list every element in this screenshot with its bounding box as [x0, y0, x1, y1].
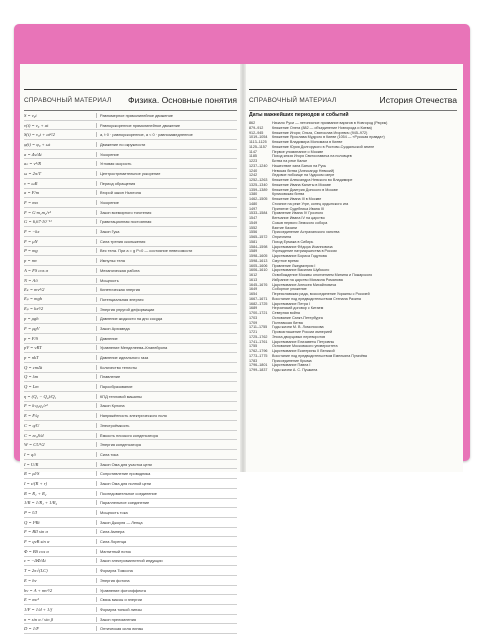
formula-expression: I = q/t — [24, 451, 36, 457]
formula-row — [24, 179, 237, 189]
formula-description: Равноускоренное прямолинейное движение — [96, 123, 237, 128]
formula-expression: R = R₁ + R₂ — [24, 490, 47, 496]
formula-expression: ω = 2π/T — [24, 170, 42, 176]
formula-row — [24, 218, 237, 228]
formula-row — [24, 431, 237, 441]
formula-description: Угловая скорость — [96, 161, 237, 166]
formula-expression: hν = A + mv²/2 — [24, 587, 53, 593]
formula-description: Оптическая сила линзы — [96, 626, 237, 631]
timeline-text: Царствование Бориса Годунова — [272, 254, 327, 258]
timeline-year: 1547 — [249, 216, 258, 220]
formula-description: Магнитный поток — [96, 549, 237, 554]
timeline-text: Нашествие хана Батыя на Русь — [272, 163, 327, 168]
timeline-text: Взятие Казани — [272, 225, 297, 230]
formula-description: Связь массы и энергии — [96, 597, 237, 602]
right-header-title: История Отечества — [379, 95, 457, 105]
formula-expression: A = FS cos α — [24, 267, 49, 273]
timeline-year: 1359–1389 — [249, 187, 268, 192]
timeline-text: Смутное время — [272, 258, 299, 263]
formula-description: Напряжённость электрического поля — [96, 413, 237, 418]
formula-expression: p = mv — [24, 258, 38, 264]
formula-row — [24, 576, 237, 586]
timeline-text: Венчание Ивана IV на царство — [272, 216, 325, 220]
formula-row — [24, 421, 237, 431]
formula-description: Гравитационная постоянная — [96, 219, 237, 224]
timeline-year: 1325–1340 — [249, 182, 268, 187]
formula-row — [24, 450, 237, 460]
timeline-year: 1741–1761 — [249, 339, 268, 344]
formula-expression: E = F/q — [24, 413, 39, 419]
timeline-year: 1147 — [249, 149, 257, 154]
timeline-year: 1682–1725 — [249, 301, 268, 306]
formula-description: Закон Ома для участка цепи — [96, 462, 237, 467]
timeline-year: 1584–1598 — [249, 244, 268, 249]
formula-row — [24, 363, 237, 373]
formula-expression: ε = −ΔΦ/Δt — [24, 558, 46, 564]
timeline-text: Куликовская битва — [272, 192, 305, 197]
timeline-text: Правление Лжедмитрия I — [272, 263, 316, 268]
timeline-year: 1612 — [249, 273, 258, 277]
formula-row — [24, 189, 237, 199]
formula-expression: F = BIl sin α — [24, 529, 48, 535]
timeline-year: 1613 — [249, 277, 258, 282]
left-header-label: СПРАВОЧНЫЙ МАТЕРИАЛ — [24, 96, 112, 104]
formula-description: Энергия упругой деформации — [96, 307, 237, 312]
timeline-text: Основание Московского университета — [272, 344, 338, 349]
formula-expression: E = mc² — [24, 597, 39, 603]
timeline-year: 1549 — [249, 220, 258, 225]
formula-description: Энергия фотона — [96, 578, 237, 583]
timeline-text: Начало Руси — летописное призвание варягов в Новгород (Рюрик) — [272, 121, 388, 125]
formula-row — [24, 237, 237, 247]
formula-row — [24, 266, 237, 276]
formula-expression: Q = λm — [24, 374, 39, 380]
formula-expression: F = qvB sin α — [24, 539, 50, 545]
formula-expression: v(t) = v₀ + at — [24, 122, 49, 128]
formula-description: Давление жидкости на дно сосуда — [96, 316, 237, 321]
timeline-year: 1598–1613 — [249, 258, 268, 263]
book-spine — [240, 64, 246, 472]
formula-description: Закон Ома для полной цепи — [96, 481, 237, 486]
timeline-text: Избрание на царство Михаила Романова — [272, 277, 343, 282]
formula-description: Параллельное соединение — [96, 500, 237, 505]
timeline-text: Учреждение патриаршества в России — [272, 249, 337, 254]
timeline-year: 1783 — [249, 358, 258, 363]
formula-description: Закон Кулона — [96, 403, 237, 408]
timeline-year: 1649 — [249, 287, 258, 292]
formula-expression: N = A/t — [24, 277, 38, 283]
timeline-text: Царствование Петра I — [272, 301, 310, 306]
timeline-text: Переяславская рада, воссоединение Украины с Россией — [272, 292, 370, 296]
formula-expression: S(t) = v₀t + at²/2 — [24, 132, 55, 138]
timeline-text: Княжение Александра Невского во Владимире — [272, 178, 353, 182]
timeline-text: Княжение Юрия Долгорукого в Ростово-Суздальской земле — [272, 144, 375, 149]
formula-description: Сопротивление проводника — [96, 471, 237, 476]
timeline-text: Княжение Олега (882 — объединение Новгорода и Киева) — [272, 125, 372, 130]
formula-expression: G = 6,67·10⁻¹¹ — [24, 218, 52, 224]
timeline-year: 1252–1263 — [249, 178, 268, 182]
formula-row — [24, 499, 237, 509]
timeline-year: 1533–1584 — [249, 211, 268, 216]
timeline-text: Полтавская битва — [272, 320, 303, 325]
formula-table — [24, 111, 237, 634]
timeline-year: 1703 — [249, 315, 258, 320]
timeline-text: Присоединение Астраханского ханства — [272, 230, 340, 235]
formula-expression: C = εε₀S/d — [24, 432, 44, 438]
formula-expression: F = μN — [24, 238, 38, 244]
formula-row — [24, 208, 237, 218]
timeline-year: 1462–1505 — [249, 197, 268, 201]
formula-row — [24, 537, 237, 547]
timeline-text: Нерчинский договор с Китаем — [272, 306, 324, 311]
formula-row — [24, 624, 237, 634]
formula-row — [24, 198, 237, 208]
formula-row — [24, 586, 237, 596]
formula-description: Плавление — [96, 374, 237, 379]
formula-row — [24, 440, 237, 450]
formula-description: Ускорение — [96, 200, 237, 205]
timeline-text: Княжение Ивана Калиты в Москве — [272, 182, 331, 187]
timeline-text: Принятие Судебника Ивана III — [272, 206, 324, 211]
history-timeline — [249, 121, 457, 373]
formula-row — [24, 460, 237, 470]
right-header-label: СПРАВОЧНЫЙ МАТЕРИАЛ — [249, 96, 337, 104]
timeline-year: 1480 — [249, 201, 258, 206]
formula-description: Сила трения скольжения — [96, 239, 237, 244]
formula-expression: S = v₀t — [24, 112, 37, 118]
formula-row — [24, 566, 237, 576]
formula-description: Парообразование — [96, 384, 237, 389]
timeline-year: 1019–1054 — [249, 135, 268, 140]
timeline-text: Царствование Павла I — [272, 363, 311, 368]
timeline-text: Княжение Игоря; Ольга, Святослав Игоревич (945–972) — [272, 130, 368, 135]
timeline-year: 1242 — [249, 173, 258, 178]
formula-expression: Φ = BS cos α — [24, 548, 49, 554]
timeline-year: 862 — [249, 121, 256, 125]
timeline-year: 1565–1572 — [249, 235, 268, 239]
formula-expression: φ(t) = φ₀ + ωt — [24, 141, 51, 147]
formula-row — [24, 334, 237, 344]
formula-row — [24, 169, 237, 179]
formula-expression: I = U/R — [24, 461, 39, 467]
timeline-year: 1606–1610 — [249, 268, 268, 273]
timeline-year: 1796–1801 — [249, 363, 268, 368]
formula-expression: W = CU²/2 — [24, 442, 45, 448]
formula-row — [24, 276, 237, 286]
formula-description: Импульс тела — [96, 258, 237, 263]
formula-row — [24, 508, 237, 518]
right-page-header — [249, 89, 457, 111]
formula-expression: E = hν — [24, 577, 37, 583]
formula-expression: v = ωR — [24, 180, 38, 186]
formula-description: Сила тока — [96, 452, 237, 457]
formula-row — [24, 285, 237, 295]
timeline-year: 1689 — [249, 306, 258, 311]
formula-expression: P = mg — [24, 248, 38, 254]
formula-description: Уравнение Менделеева–Клапейрона — [96, 345, 237, 350]
timeline-year: 1125–1157 — [249, 144, 267, 149]
formula-expression: n = sin α / sin β — [24, 616, 53, 622]
timeline-year: 1113–1125 — [249, 140, 267, 144]
timeline-year: 1552 — [249, 225, 258, 230]
formula-description: Электроёмкость — [96, 423, 237, 428]
formula-description: Равномерное прямолинейное движение — [96, 113, 237, 118]
formula-row — [24, 150, 237, 160]
formula-expression: F = ma — [24, 200, 38, 206]
timeline-text: Правление Ивана IV Грозного — [272, 211, 324, 216]
timeline-year: 1581 — [249, 239, 258, 244]
formula-row — [24, 615, 237, 625]
timeline-year: 1598–1605 — [249, 254, 268, 258]
formula-expression: T = 2π√(LC) — [24, 568, 48, 574]
timeline-text: Созыв первого Земского собора — [272, 220, 328, 225]
formula-row — [24, 247, 237, 257]
timeline-year: 1725–1762 — [249, 334, 268, 339]
formula-expression: Eₚ = kx²/2 — [24, 306, 44, 312]
timeline-text: Княжение Ивана III в Москве — [272, 197, 322, 201]
formula-row — [24, 595, 237, 605]
formula-description: Энергия конденсатора — [96, 442, 237, 447]
formula-row — [24, 402, 237, 412]
timeline-text: Княжение Дмитрия Донского в Москве — [272, 187, 338, 192]
formula-expression: F = k·q₁q₂/r² — [24, 403, 48, 409]
formula-description: Закон Гука — [96, 229, 237, 234]
left-page-header — [24, 89, 237, 111]
formula-expression: I = ε/(R + r) — [24, 480, 48, 486]
timeline-entry — [249, 368, 457, 373]
formula-expression: p = F/S — [24, 335, 39, 341]
formula-row — [24, 373, 237, 383]
formula-description: Количество теплоты — [96, 365, 237, 370]
formula-description: Сила Лоренца — [96, 539, 237, 544]
history-subtitle: Даты важнейших периодов и событий — [249, 112, 349, 118]
timeline-text: Восстание под предводительством Степана Разина — [272, 296, 361, 301]
formula-row — [24, 392, 237, 402]
timeline-text: Основание Санкт-Петербурга — [272, 315, 323, 320]
formula-row — [24, 528, 237, 538]
formula-row — [24, 605, 237, 615]
timeline-year: 1755 — [249, 344, 258, 349]
timeline-year: 1223 — [249, 159, 258, 163]
timeline-year: 1185 — [249, 154, 257, 159]
formula-description: Потенциальная энергия — [96, 297, 237, 302]
formula-description: Мощность — [96, 278, 237, 283]
timeline-year: 1799–1837 — [249, 368, 268, 372]
timeline-year: 1645–1676 — [249, 282, 268, 287]
formula-row — [24, 295, 237, 305]
timeline-year: 1654 — [249, 292, 258, 296]
timeline-text: Княжение Ярослава Мудрого в Киеве (1054 — «Русская правда») — [272, 135, 385, 140]
timeline-year: 912–945 — [249, 130, 264, 135]
formula-expression: F = ρgV — [24, 325, 40, 331]
formula-expression: 1/R = 1/R₁ + 1/R₂ — [24, 500, 58, 506]
formula-expression: aₙ = v²/R — [24, 160, 42, 166]
formula-description: Закон Архимеда — [96, 326, 237, 331]
formula-row — [24, 111, 237, 121]
timeline-year: 1240 — [249, 168, 258, 173]
formula-row — [24, 382, 237, 392]
formula-row — [24, 547, 237, 557]
timeline-year: 1721 — [249, 330, 258, 334]
timeline-year: 1711–1755 — [249, 325, 268, 330]
formula-row — [24, 324, 237, 334]
formula-description: Механическая работа — [96, 268, 237, 273]
formula-row — [24, 256, 237, 266]
formula-expression: F = −kx — [24, 229, 40, 235]
formula-row — [24, 489, 237, 499]
timeline-text: Царствование Алексея Михайловича — [272, 282, 337, 287]
formula-expression: 1/F = 1/d + 1/f — [24, 606, 52, 612]
formula-row — [24, 121, 237, 131]
timeline-text: Княжение Владимира Мономаха в Киеве — [272, 140, 343, 144]
formula-expression: η = (Q₁ − Q₂)/Q₁ — [24, 393, 57, 399]
formula-expression: Q = I²Rt — [24, 519, 40, 525]
formula-expression: pV = νRT — [24, 345, 42, 351]
formula-row — [24, 518, 237, 528]
formula-description: Формула Томсона — [96, 568, 237, 573]
formula-expression: D = 1/F — [24, 626, 40, 632]
formula-row — [24, 353, 237, 363]
timeline-year: 879–912 — [249, 125, 264, 130]
timeline-year: 1497 — [249, 206, 258, 211]
formula-row — [24, 130, 237, 140]
formula-row — [24, 305, 237, 315]
formula-expression: p = ρgh — [24, 316, 39, 322]
timeline-year: 1700–1721 — [249, 311, 268, 315]
formula-description: Период обращения — [96, 181, 237, 186]
formula-expression: Q = cmΔt — [24, 364, 43, 370]
timeline-text: Годы жизни М. В. Ломоносова — [272, 325, 324, 330]
formula-row — [24, 227, 237, 237]
formula-description: Давление — [96, 336, 237, 341]
timeline-text: Северная война — [272, 311, 300, 315]
timeline-year: 1773–1775 — [249, 353, 268, 358]
formula-expression: Q = Lm — [24, 384, 39, 390]
formula-description: Мощность тока — [96, 510, 237, 515]
timeline-year: 1556 — [249, 230, 258, 235]
timeline-text: Соборное уложение — [272, 287, 307, 292]
formula-description: Центростремительное ускорение — [96, 171, 237, 176]
timeline-year: 1667–1671 — [249, 296, 268, 301]
formula-expression: C = q/U — [24, 422, 40, 428]
timeline-text: Освобождение Москвы ополчением Минина и Пожарского — [272, 273, 373, 277]
formula-description: Вес тела. При a = g P=0 — состояние невесомости — [96, 248, 237, 253]
formula-description: Движение по окружности — [96, 142, 237, 147]
timeline-text: Ледовое побоище на Чудском озере — [272, 173, 335, 178]
formula-description: КПД тепловой машины — [96, 394, 237, 399]
formula-expression: F = G·m₁m₂/r² — [24, 209, 51, 215]
formula-row — [24, 469, 237, 479]
formula-description: Закон Джоуля — Ленца — [96, 520, 237, 525]
formula-expression: a = Δv/Δt — [24, 151, 42, 157]
timeline-text: Поход князя Игоря Святославича на половцев — [272, 154, 352, 159]
formula-row — [24, 479, 237, 489]
timeline-year: 1605–1606 — [249, 263, 268, 268]
formula-description: a, t·0 · равноускоренное, a < 0 · равнозамедленное — [96, 132, 237, 137]
formula-expression: a = F/m — [24, 190, 40, 196]
timeline-text: Годы жизни А. С. Пушкина — [272, 368, 318, 372]
formula-expression: P = UI — [24, 510, 37, 516]
timeline-text: Поход Ермака в Сибирь — [272, 239, 314, 244]
formula-description: Закон электромагнитной индукции — [96, 558, 237, 563]
timeline-text: Провозглашение России империей — [272, 330, 333, 334]
timeline-year: 1237–1240 — [249, 163, 268, 168]
formula-expression: Eₖ = mv²/2 — [24, 286, 45, 292]
timeline-text: Царствование Екатерины II Великой — [272, 349, 335, 353]
timeline-text: Опричнина — [272, 235, 292, 239]
timeline-year: 1380 — [249, 192, 258, 197]
formula-description: Второй закон Ньютона — [96, 190, 237, 195]
timeline-text: Стояние на реке Угре, конец ордынского ига — [272, 201, 349, 206]
timeline-text: Присоединение Крыма — [272, 358, 312, 363]
formula-expression: Eₚ = mgh — [24, 296, 43, 302]
timeline-text: Царствование Василия Шуйского — [272, 268, 330, 273]
timeline-year: 1589 — [249, 249, 258, 254]
formula-description: Уравнение фотоэффекта — [96, 588, 237, 593]
formula-description: Давление идеального газа — [96, 355, 237, 360]
formula-description: Ускорение — [96, 152, 237, 157]
timeline-text: Битва на реке Калке — [272, 159, 308, 163]
formula-row — [24, 159, 237, 169]
formula-description: Ёмкость плоского конденсатора — [96, 433, 237, 438]
timeline-text: Эпоха дворцовых переворотов — [272, 334, 326, 339]
timeline-text: Невская битва (Александр Невский) — [272, 168, 335, 173]
formula-description: Сила Ампера — [96, 529, 237, 534]
formula-description: Формула тонкой линзы — [96, 607, 237, 612]
left-header-title: Физика. Основные понятия — [128, 95, 237, 105]
formula-row — [24, 314, 237, 324]
formula-description: Закон всемирного тяготения — [96, 210, 237, 215]
formula-row — [24, 140, 237, 150]
timeline-text: Первое упоминание о Москве — [272, 149, 324, 154]
timeline-text: Царствование Елизаветы Петровны — [272, 339, 335, 344]
formula-row — [24, 411, 237, 421]
formula-description: Закон преломления — [96, 617, 237, 622]
timeline-text: Царствование Фёдора Иоанновича — [272, 244, 333, 249]
formula-row — [24, 344, 237, 354]
formula-expression: p = nkT — [24, 355, 39, 361]
timeline-text: Восстание под предводительством Емельяна Пугачёва — [272, 353, 367, 358]
timeline-year: 1709 — [249, 320, 258, 325]
formula-row — [24, 557, 237, 567]
formula-expression: R = ρl/S — [24, 471, 40, 477]
formula-description: Кинетическая энергия — [96, 287, 237, 292]
formula-description: Последовательное соединение — [96, 491, 237, 496]
timeline-year: 1762–1796 — [249, 349, 268, 353]
